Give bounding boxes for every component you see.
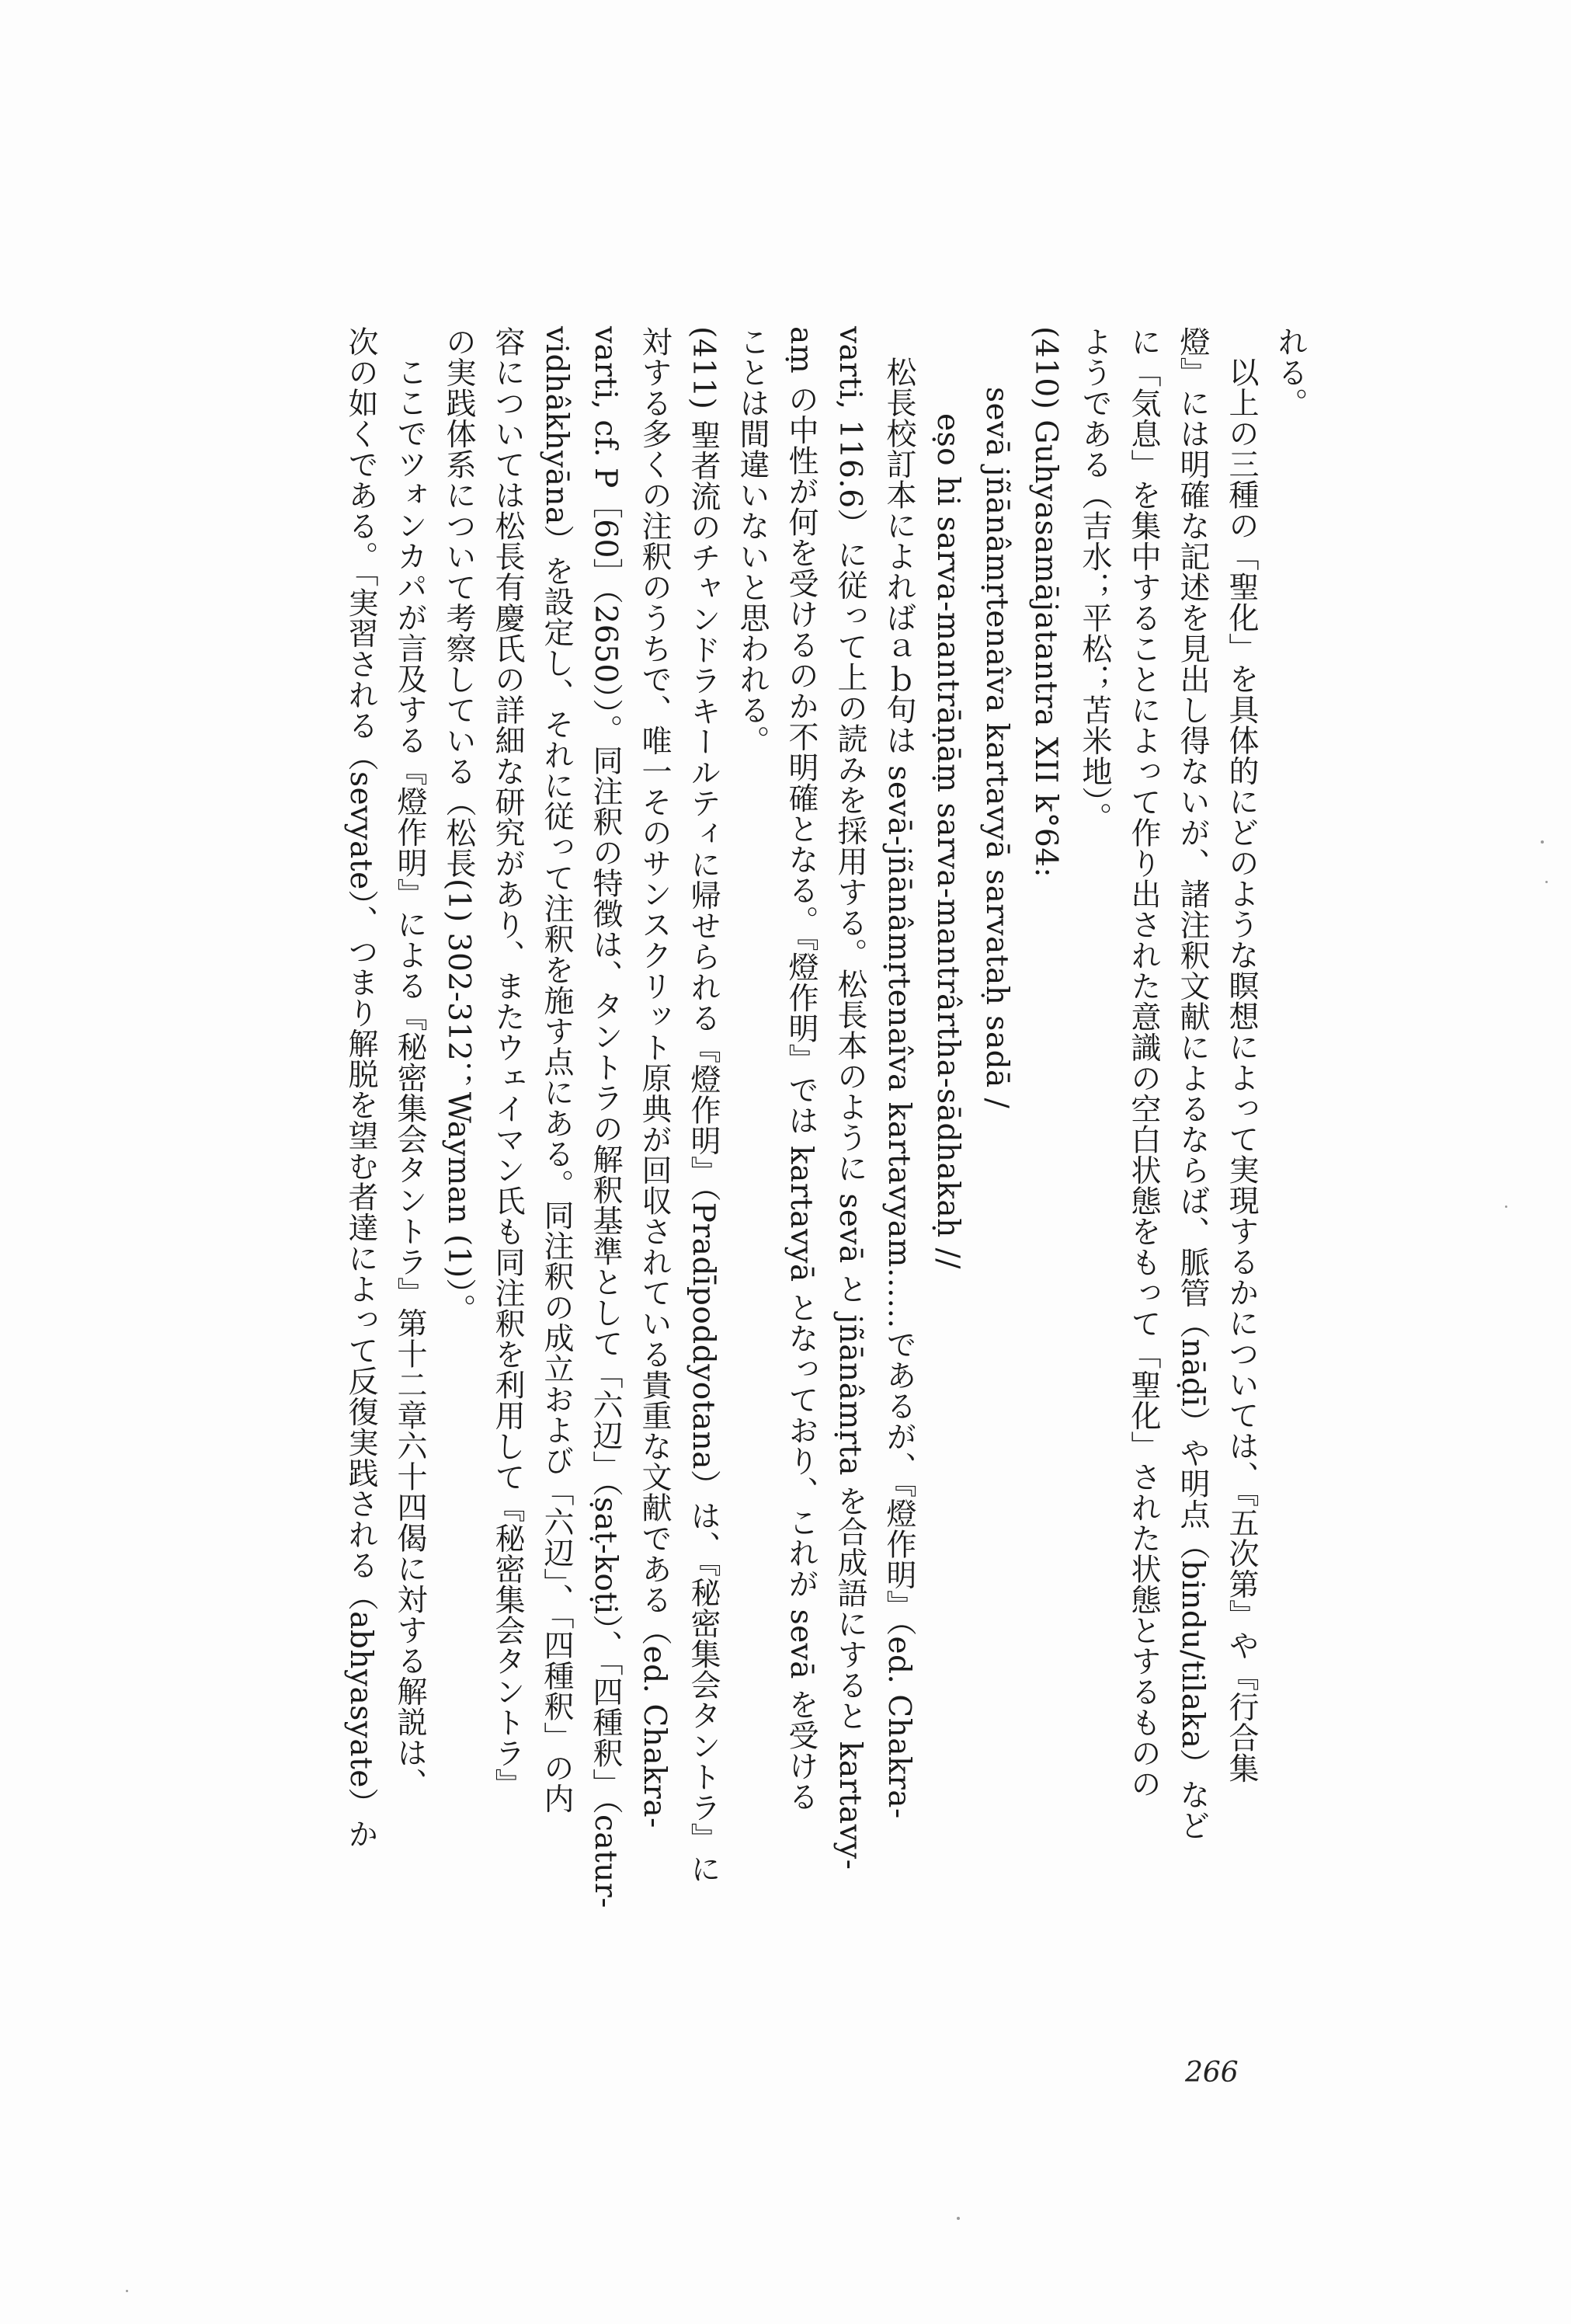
- text-line: れる。: [1273, 326, 1308, 419]
- text-line: 以上の三種の「聖化」を具体的にどのような瞑想によって実現するかについては、『五次第』や『行合集: [1224, 357, 1259, 1783]
- vertical-text-column: [103, 326, 1315, 2012]
- text-line: の実践体系について考察している（松長(1) 302-312；Wayman (1)）。: [441, 326, 476, 1325]
- scan-speck: [126, 2290, 128, 2292]
- scan-speck: [1541, 840, 1544, 844]
- text-line: 対する多くの注釈のうちで、唯一そのサンスクリット原典が回収されている貴重な文献である（ed. Chakra-: [637, 326, 672, 1828]
- text-line: ここでツォンカパが言及する『燈作明』による『秘密集会タントラ』第十二章六十四偈に対する解説は、: [392, 357, 427, 1799]
- text-line: (410) Guhyasamājatantra XII k°64:: [1028, 326, 1063, 878]
- text-line: eṣo hi sarva-mantrāṇāṃ sarva-mantrârtha-sādhakaḥ //: [930, 413, 965, 1269]
- scan-speck: [1505, 1205, 1507, 1208]
- text-line: 次の如くである。「実習される（sevyate）、つまり解脱を望む者達によって反復実践される（abhyasyate）か: [343, 326, 378, 1849]
- text-line: (411) 聖者流のチャンドラキールティに帰せられる『燈作明』（Pradīpoddyotana）は、『秘密集会タントラ』に: [686, 326, 721, 1884]
- text-line: vidhâkhyāna）を設定し、それに従って注釈を施す点にある。同注釈の成立および「六辺」、「四種釈」の内: [539, 326, 574, 1814]
- text-line: varti, cf. P［60］（2650））。同注釈の特徴は、タントラの解釈基準として「六辺」（ṣaṭ-koṭi）、「四種釈」（catur-: [588, 326, 623, 1908]
- scan-speck: [957, 2217, 960, 2220]
- text-line: aṃ の中性が何を受けるのか不明確となる。『燈作明』では kartavyā となっており、これが sevā を受ける: [784, 326, 819, 1812]
- text-line: ことは間違いないと思われる。: [735, 326, 770, 756]
- text-line: 松長校訂本によればａｂ句は sevā-jñānâmṛtenaîva kartavyam……であるが、『燈作明』（ed. Chakra-: [881, 357, 916, 1819]
- text-line: 容については松長有慶氏の詳細な研究があり、またウェイマン氏も同注釈を利用して『秘密集会タントラ』: [490, 326, 525, 1799]
- page-number: 266: [1185, 2057, 1239, 2089]
- text-line: varti, 116.6）に従って上の読みを採用する。松長本のように sevā と jñānâmṛta を合成語にすると kartavy-: [832, 326, 867, 1870]
- scan-speck: [1545, 881, 1548, 883]
- text-line: ようである（吉水；平松；苫米地）。: [1077, 326, 1112, 833]
- text-line: 燈』には明確な記述を見出し得ないが、諸注釈文献によるならば、脈管（nāḍī）や明点（bindu/tilaka）など: [1175, 326, 1210, 1841]
- text-line: に「気息」を集中することによって作り出された意識の空白状態をもって「聖化」された状態とするものの: [1126, 326, 1161, 1799]
- text-line: sevā jñānâmṛtenaîva kartavyā sarvataḥ sadā /: [979, 387, 1014, 1109]
